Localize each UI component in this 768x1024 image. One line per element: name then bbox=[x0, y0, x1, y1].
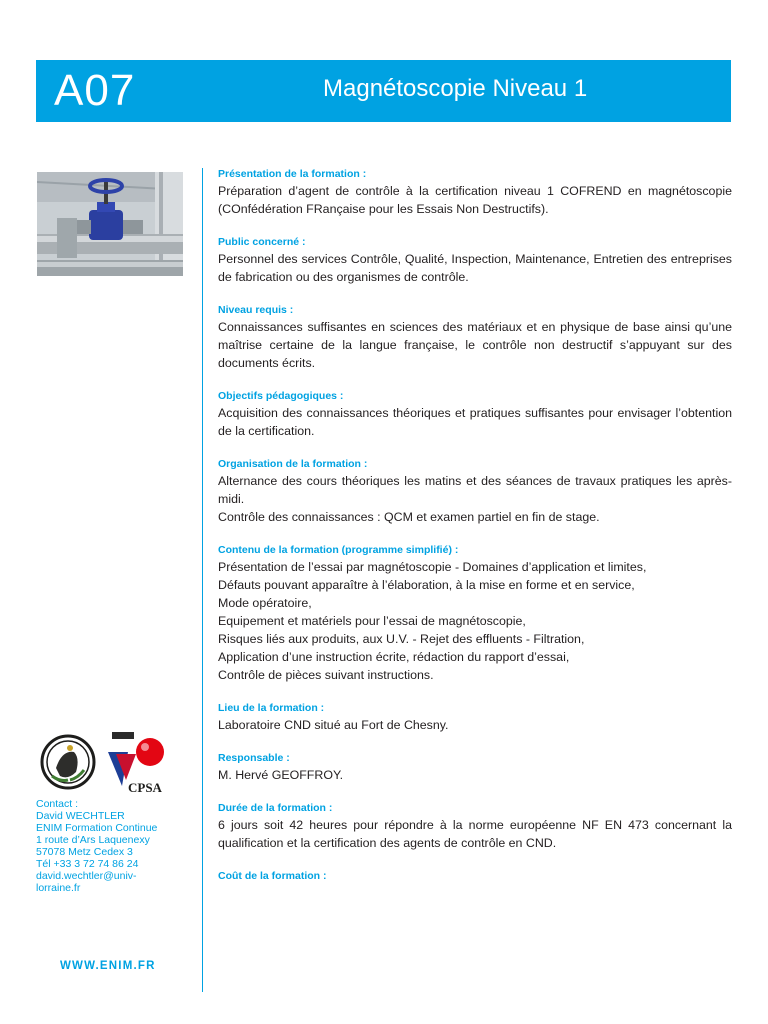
program-line: Défauts pouvant apparaître à l’élaboration, à la mise en forme et en service, bbox=[218, 578, 635, 592]
website-link[interactable]: WWW.ENIM.FR bbox=[60, 960, 156, 972]
contact-line: 1 route d’Ars Laquenexy bbox=[36, 834, 150, 846]
section-heading: Niveau requis : bbox=[218, 304, 294, 316]
section-heading: Présentation de la formation : bbox=[218, 168, 367, 180]
section-text: Contrôle des connaissances : QCM et examen partiel en fin de stage. bbox=[218, 510, 600, 524]
section-objectifs bbox=[218, 390, 732, 440]
program-line: Contrôle de pièces suivant instructions. bbox=[218, 668, 434, 682]
section-niveau bbox=[218, 304, 732, 372]
course-title: Magnétoscopie Niveau 1 bbox=[323, 75, 588, 102]
section-text: 6 jours soit 42 heures pour répondre à la norme européenne NF EN 473 concernant la qualification et la certification des agents de contrôle en CND. bbox=[218, 818, 732, 850]
section-text: M. Hervé GEOFFROY. bbox=[218, 768, 344, 782]
contact-line: Tél +33 3 72 74 86 24 bbox=[36, 858, 139, 870]
program-line: Présentation de l’essai par magnétoscopie - Domaines d’application et limites, bbox=[218, 560, 647, 574]
section-heading: Durée de la formation : bbox=[218, 802, 333, 814]
section-heading: Public concerné : bbox=[218, 236, 306, 248]
section-heading: Contenu de la formation (programme simplifié) : bbox=[218, 544, 459, 556]
main-content bbox=[218, 168, 732, 901]
school-crest-logo bbox=[42, 736, 94, 788]
section-text: Laboratoire CND situé au Fort de Chesny. bbox=[218, 718, 449, 732]
course-code: A07 bbox=[54, 66, 136, 115]
section-lieu bbox=[218, 702, 732, 734]
section-organisation bbox=[218, 458, 732, 526]
section-heading: Responsable : bbox=[218, 752, 290, 764]
section-contenu bbox=[218, 544, 732, 684]
section-duree bbox=[218, 802, 732, 852]
contact-block bbox=[36, 798, 196, 894]
contact-email[interactable]: david.wechtler@univ- bbox=[36, 870, 137, 882]
contact-email[interactable]: lorraine.fr bbox=[36, 882, 81, 894]
vertical-divider bbox=[202, 168, 203, 992]
section-cout bbox=[218, 870, 732, 883]
program-line: Mode opératoire, bbox=[218, 596, 312, 610]
cpsa-logo-text: CPSA bbox=[128, 780, 162, 795]
section-heading: Coût de la formation : bbox=[218, 870, 327, 882]
section-text: Connaissances suffisantes en sciences des matériaux et en physique de base ainsi qu’une maîtrise certaine de la langue française, le contrôle non destructif s’appuyant sur des documents écrits. bbox=[218, 320, 732, 370]
section-heading: Organisation de la formation : bbox=[218, 458, 368, 470]
section-text: Alternance des cours théoriques les matins et des séances de travaux pratiques les après-midi. bbox=[218, 474, 732, 506]
program-line: Risques liés aux produits, aux U.V. - Rejet des effluents - Filtration, bbox=[218, 632, 585, 646]
section-public bbox=[218, 236, 732, 286]
contact-line: ENIM Formation Continue bbox=[36, 822, 158, 834]
valve-photo bbox=[37, 172, 183, 276]
contact-line: Contact : bbox=[36, 798, 79, 810]
section-presentation bbox=[218, 168, 732, 218]
section-responsable bbox=[218, 752, 732, 784]
section-heading: Lieu de la formation : bbox=[218, 702, 325, 714]
program-line: Equipement et matériels pour l’essai de magnétoscopie, bbox=[218, 614, 526, 628]
section-heading: Objectifs pédagogiques : bbox=[218, 390, 344, 402]
header-banner bbox=[36, 60, 731, 122]
section-text: Préparation d’agent de contrôle à la certification niveau 1 COFREND en magnétoscopie (COnfédération FRançaise pour les Essais Non Destructifs). bbox=[218, 184, 732, 216]
contact-line: 57078 Metz Cedex 3 bbox=[36, 846, 133, 858]
contact-line: David WECHTLER bbox=[36, 810, 125, 822]
section-text: Acquisition des connaissances théoriques et pratiques suffisantes pour envisager l’obtention de la certification. bbox=[218, 406, 732, 438]
partner-logos bbox=[40, 728, 175, 796]
section-text: Personnel des services Contrôle, Qualité, Inspection, Maintenance, Entretien des entreprises de fabrication ou des organismes de contrôle. bbox=[218, 252, 732, 284]
program-line: Application d’une instruction écrite, rédaction du rapport d’essai, bbox=[218, 650, 570, 664]
cpsa-logo bbox=[108, 732, 164, 795]
